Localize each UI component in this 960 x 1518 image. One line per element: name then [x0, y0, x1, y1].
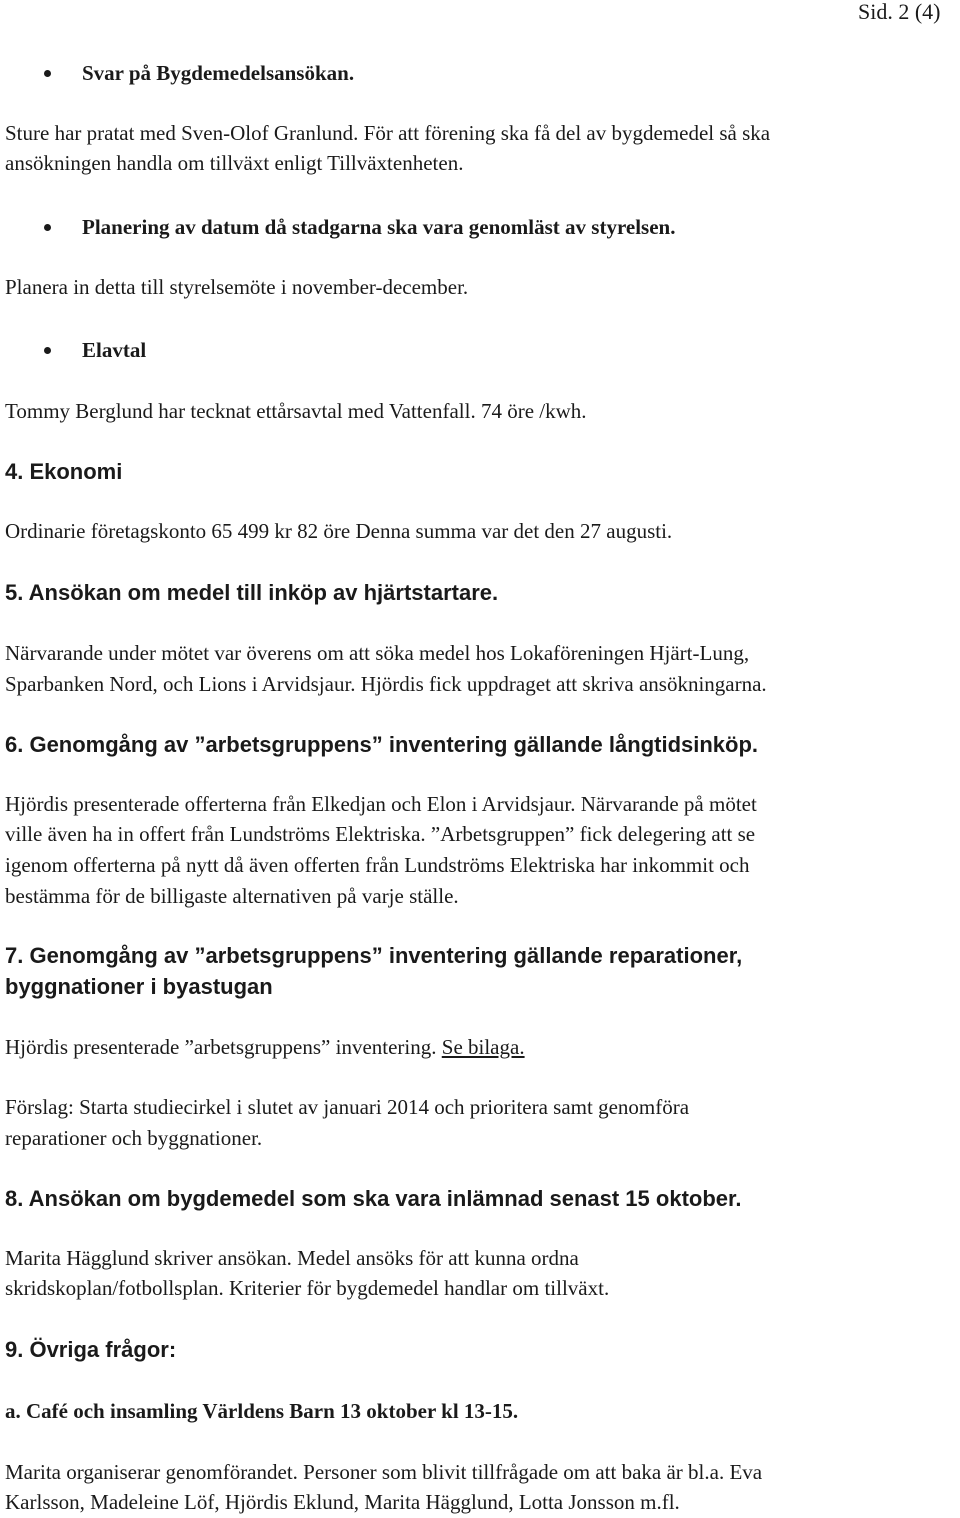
paragraph-line: Närvarande under mötet var överens om att söka medel hos Lokaföreningen Hjärt-Lung, — [5, 641, 750, 665]
section-heading: 5. Ansökan om medel till inköp av hjärtstartare. — [5, 580, 499, 605]
bullet-title: Elavtal — [82, 338, 147, 362]
bullet-dot — [44, 224, 51, 231]
bullet-dot — [44, 347, 51, 354]
paragraph-line: Marita organiserar genomförandet. Personer som blivit tillfrågade om att baka är bl.a. Eva — [5, 1460, 763, 1484]
paragraph-line: Sparbanken Nord, och Lions i Arvidsjaur. Hjördis fick uppdraget att skriva ansökningarna. — [5, 672, 767, 696]
page-number: Sid. 2 (4) — [858, 0, 941, 24]
paragraph-line: Karlsson, Madeleine Löf, Hjördis Eklund, Marita Hägglund, Lotta Jonsson m.fl. — [5, 1490, 680, 1514]
paragraph-line: igenom offerterna på nytt då även offerten från Lundströms Elektriska har inkommit och — [5, 853, 750, 877]
paragraph-line: Marita Hägglund skriver ansökan. Medel ansöks för att kunna ordna — [5, 1246, 579, 1270]
paragraph-line: Hjördis presenterade offerterna från Elkedjan och Elon i Arvidsjaur. Närvarande på mötet — [5, 792, 757, 816]
paragraph-line: Planera in detta till styrelsemöte i november-december. — [5, 275, 469, 299]
paragraph-text: Hjördis presenterade ”arbetsgruppens” inventering. — [5, 1035, 442, 1059]
paragraph-line: ville även ha in offert från Lundströms Elektriska. ”Arbetsgruppen” fick delegering att se — [5, 822, 756, 846]
attachment-link[interactable]: Se bilaga. — [441, 1035, 525, 1059]
bullet-title: Planering av datum då stadgarna ska vara genomläst av styrelsen. — [82, 215, 676, 239]
paragraph-line — [5, 1032, 525, 1063]
paragraph-line: reparationer och byggnationer. — [5, 1126, 263, 1150]
section-heading: 7. Genomgång av ”arbetsgruppens” inventering gällande reparationer, — [5, 943, 743, 968]
paragraph-line: Förslag: Starta studiecirkel i slutet av januari 2014 och prioritera samt genomföra — [5, 1095, 690, 1119]
paragraph-line: ansökningen handla om tillväxt enligt Tillväxtenheten. — [5, 151, 464, 175]
bullet-title: Svar på Bygdemedelsansökan. — [82, 61, 355, 85]
paragraph-line: Ordinarie företagskonto 65 499 kr 82 öre Denna summa var det den 27 augusti. — [5, 519, 673, 543]
paragraph-line: bestämma för de billigaste alternativen på varje ställe. — [5, 884, 459, 908]
section-heading: byggnationer i byastugan — [5, 974, 273, 999]
section-heading: 9. Övriga frågor: — [5, 1337, 177, 1362]
section-heading: 6. Genomgång av ”arbetsgruppens” inventering gällande långtidsinköp. — [5, 732, 759, 757]
sub-heading: a. Café och insamling Världens Barn 13 oktober kl 13-15. — [5, 1399, 519, 1423]
section-heading: 4. Ekonomi — [5, 459, 123, 484]
paragraph-line: skridskoplan/fotbollsplan. Kriterier för bygdemedel handlar om tillväxt. — [5, 1276, 610, 1300]
paragraph-line: Sture har pratat med Sven-Olof Granlund. För att förening ska få del av bygdemedel så ska — [5, 121, 771, 145]
section-heading: 8. Ansökan om bygdemedel som ska vara inlämnad senast 15 oktober. — [5, 1186, 742, 1211]
paragraph-line: Tommy Berglund har tecknat ettårsavtal med Vattenfall. 74 öre /kwh. — [5, 399, 587, 423]
bullet-dot — [44, 70, 51, 77]
